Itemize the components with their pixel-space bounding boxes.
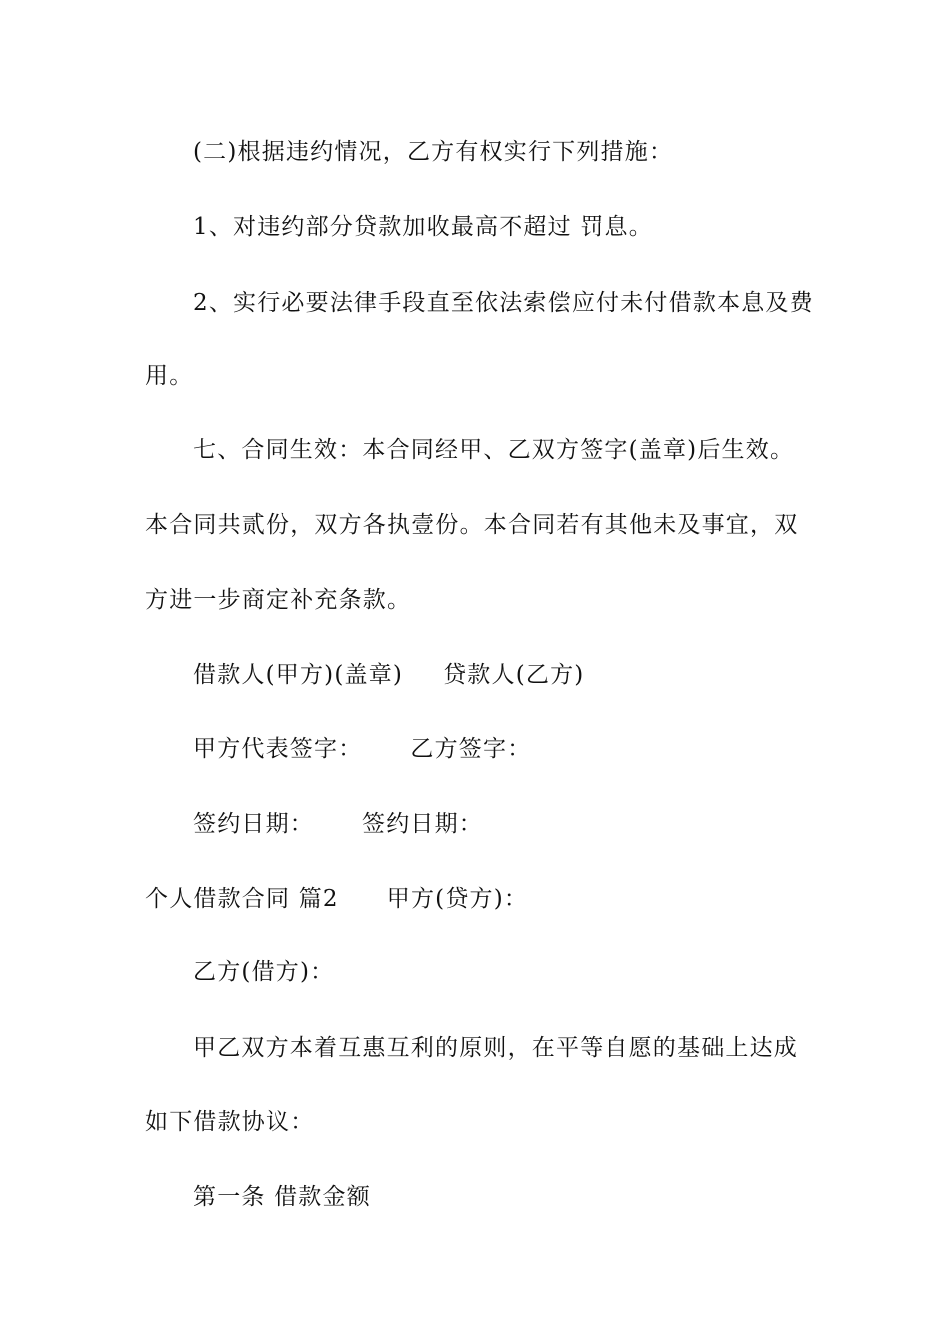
paragraph-contract-copies: 本合同共贰份，双方各执壹份。本合同若有其他未及事宜，双 [145, 512, 799, 538]
borrower-label: 借款人(甲方)(盖章) [193, 662, 404, 688]
party-a-sign-label: 甲方代表签字： [193, 736, 363, 762]
paragraph-supplementary-terms: 方进一步商定补充条款。 [145, 587, 412, 613]
section2-party-a: 甲方(贷方)： [386, 886, 529, 912]
lender-label: 贷款人(乙方) [443, 662, 585, 688]
section2-article-1: 第一条 借款金额 [193, 1184, 371, 1210]
signature-parties-row [193, 658, 815, 692]
paragraph-measures-heading: (二)根据违约情况，乙方有权实行下列措施： [193, 139, 674, 165]
date-a-label: 签约日期： [193, 811, 314, 837]
paragraph-contract-effect: 七、合同生效：本合同经甲、乙双方签字(盖章)后生效。 [193, 437, 795, 463]
section2-intro-continued: 如下借款协议： [145, 1109, 315, 1135]
section2-title: 个人借款合同 篇2 [145, 886, 339, 912]
signature-date-row [193, 807, 815, 841]
paragraph-measure-2-continued: 用。 [145, 363, 194, 389]
signature-sign-row [193, 732, 815, 766]
paragraph-measure-2: 2、实行必要法律手段直至依法索偿应付未付借款本息及费 [193, 290, 814, 316]
date-b-label: 签约日期： [362, 811, 483, 837]
party-b-sign-label: 乙方签字： [410, 736, 532, 762]
section2-title-row [145, 882, 815, 916]
paragraph-measure-1: 1、对违约部分贷款加收最高不超过 罚息。 [193, 214, 653, 240]
section2-party-b: 乙方(借方)： [193, 959, 335, 985]
section2-intro: 甲乙双方本着互惠互利的原则，在平等自愿的基础上达成 [193, 1035, 798, 1061]
